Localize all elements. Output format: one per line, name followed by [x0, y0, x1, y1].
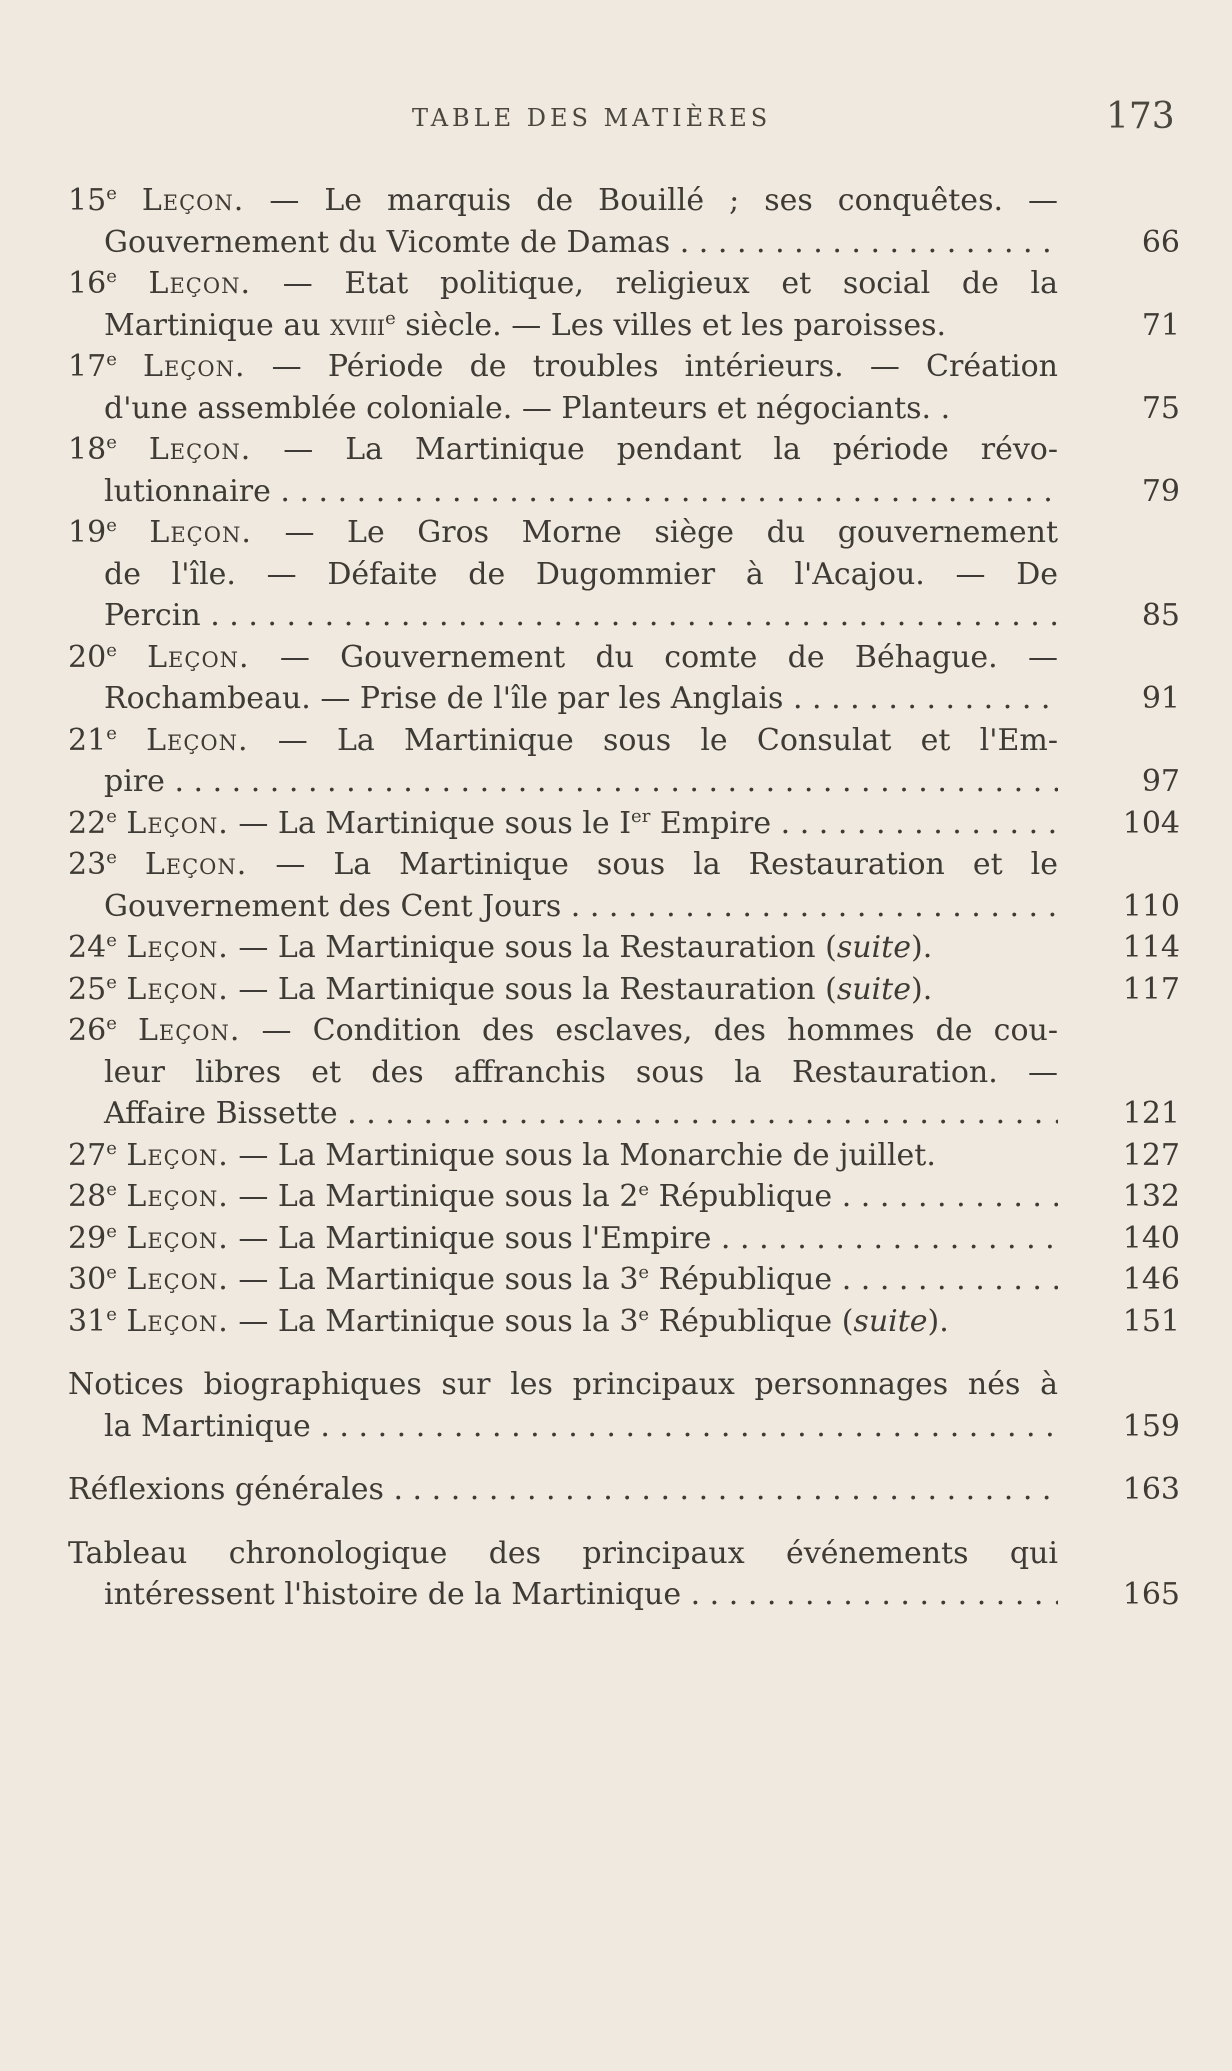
toc-entry-text: La Martinique sous la 2e République — [277, 1179, 833, 1214]
toc-entry-text: la Martinique — [104, 1408, 311, 1444]
lecon-number: 19e — [68, 515, 117, 550]
toc-entry-lecon-23 — [68, 844, 1180, 927]
toc-entry-line — [68, 554, 1058, 596]
toc-entry-lecon-31 — [68, 1301, 1180, 1343]
toc-entry-lecon-25 — [68, 969, 1180, 1011]
lecon-label: Leçon. — [144, 847, 248, 882]
lecon-number: 16e — [68, 266, 117, 301]
toc-entry-text: La Martinique sous l'Empire — [277, 1220, 712, 1256]
toc-entry-line — [68, 595, 1058, 637]
toc-entry-line: 26e Leçon. — Condition des esclaves, des hommes de cou- — [68, 1013, 1058, 1048]
toc-entry-text: pire — [104, 764, 165, 799]
toc-entry-text: Etat politique, religieux et social de la — [344, 266, 1058, 301]
page-ref: 79 — [1141, 473, 1180, 509]
page-ref: 91 — [1141, 681, 1180, 716]
toc-entry-text: La Martinique sous la Restauration et le — [333, 847, 1058, 882]
toc-entry-text: Le Gros Morne siège du gouvernement — [347, 515, 1058, 550]
toc-entry-lecon-17 — [68, 346, 1180, 429]
toc-entry-text: Gouvernement des Cent Jours — [104, 888, 562, 924]
toc-entry-text: La Martinique sous le Consulat et l'Em- — [336, 722, 1058, 758]
toc-entry-line — [68, 222, 1058, 264]
lecon-label: Leçon. — [126, 1262, 229, 1297]
page-number: 173 — [1106, 96, 1175, 137]
lecon-number: 15e — [68, 183, 117, 218]
lecon-label: Leçon. — [126, 1220, 229, 1256]
toc-entry-line — [68, 1574, 1058, 1616]
lecon-label: Leçon. — [141, 183, 245, 218]
lecon-label: Leçon. — [149, 515, 252, 550]
toc-entry-text: lutionnaire — [104, 473, 271, 509]
toc-entry-lecon-22 — [68, 803, 1180, 845]
toc-entry-line: 17e Leçon. — Période de troubles intérieurs. — Création — [68, 349, 1058, 384]
toc-entry-line: 24e Leçon. — La Martinique sous la Restauration (suite). — [68, 930, 933, 965]
lecon-label: Leçon. — [146, 722, 249, 758]
toc-entry-text: Affaire Bissette — [104, 1096, 338, 1131]
toc-entry-text: Réflexions générales — [68, 1472, 384, 1507]
toc-entry-line — [68, 886, 1058, 928]
toc-entry-line: 23e Leçon. — La Martinique sous la Restauration et le — [68, 847, 1058, 882]
toc-entry-text: Percin — [104, 598, 201, 633]
toc-entry-lecon-27 — [68, 1135, 1180, 1177]
toc-entry-line: 19e Leçon. — Le Gros Morne siège du gouvernement — [68, 515, 1058, 550]
toc-entry-text: La Martinique pendant la période révo- — [345, 432, 1058, 467]
toc-entry-line — [68, 1364, 1058, 1406]
toc-entry-appendix — [68, 1469, 1180, 1511]
page-ref: 114 — [1122, 930, 1180, 965]
running-title: TABLE DES MATIÈRES — [412, 104, 772, 132]
lecon-number: 20e — [68, 639, 117, 675]
toc-entry-text: Tableau chronologique des principaux événements qui — [68, 1535, 1058, 1571]
toc-entry-text: de l'île. — Défaite de Dugommier à l'Acajou. — De — [104, 556, 1058, 592]
toc-entry-lecon-16 — [68, 263, 1180, 346]
page-ref: 140 — [1122, 1220, 1180, 1256]
page-ref: 151 — [1122, 1303, 1180, 1339]
toc-entry-lecon-30 — [68, 1259, 1180, 1301]
toc-entry-line: 31e Leçon. — La Martinique sous la 3e République (suite). — [68, 1303, 949, 1339]
toc-entry-text: Martinique au xviii$^e$ siècle. — Les villes et les paroisses. — [104, 307, 947, 343]
toc-entry-lecon-20 — [68, 637, 1180, 720]
section-spacer — [68, 1447, 1180, 1469]
toc-entry-lecon-28 — [68, 1176, 1180, 1218]
toc-entry-line: 18e Leçon. — La Martinique pendant la période révo- — [68, 432, 1058, 467]
lecon-label: Leçon. — [148, 266, 251, 301]
lecon-number: 17e — [68, 349, 117, 384]
toc-entry-text: leur libres et des affranchis sous la Restauration. — — [104, 1054, 1058, 1090]
toc-entry-line — [68, 471, 1058, 513]
lecon-number: 28e — [68, 1179, 117, 1214]
lecon-number: 18e — [68, 432, 117, 467]
toc-entry-lecon-29 — [68, 1218, 1180, 1260]
toc-entry-appendix — [68, 1533, 1180, 1616]
toc-entry-line: 21e Leçon. — La Martinique sous le Consulat et l'Em- — [68, 722, 1058, 758]
table-of-contents — [68, 180, 1180, 1616]
lecon-number: 31e — [68, 1303, 117, 1339]
toc-entry-text: Condition des esclaves, des hommes de cou- — [312, 1013, 1058, 1048]
lecon-label: Leçon. — [126, 1179, 229, 1214]
toc-entry-line: 16e Leçon. — Etat politique, religieux et social de la — [68, 266, 1058, 301]
toc-entry-text: intéressent l'histoire de la Martinique — [104, 1577, 682, 1612]
toc-entry-text: La Martinique sous la Monarchie de juillet. — [277, 1137, 936, 1173]
toc-entry-line: 15e Leçon. — Le marquis de Bouillé ; ses conquêtes. — — [68, 183, 1058, 218]
page-ref: 163 — [1122, 1472, 1180, 1507]
toc-entry-text: La Martinique sous la 3e République (suite). — [277, 1303, 949, 1339]
toc-entry-line: 27e Leçon. — La Martinique sous la Monarchie de juillet. — [68, 1137, 936, 1173]
page-ref: 159 — [1122, 1408, 1180, 1444]
toc-entry-text: Rochambeau. — Prise de l'île par les Anglais — [104, 681, 784, 716]
lecon-label: Leçon. — [137, 1013, 241, 1048]
lecon-label: Leçon. — [126, 805, 229, 841]
page-ref: 97 — [1141, 764, 1180, 799]
page-ref: 121 — [1122, 1096, 1180, 1131]
page-ref: 104 — [1122, 805, 1180, 841]
lecon-label: Leçon. — [148, 432, 252, 467]
lecon-number: 22e — [68, 805, 117, 841]
toc-entry-appendix — [68, 1364, 1180, 1447]
page-ref: 75 — [1141, 390, 1180, 426]
toc-entry-lecon-24 — [68, 927, 1180, 969]
lecon-label: Leçon. — [126, 1303, 229, 1339]
page-ref: 146 — [1122, 1262, 1180, 1297]
lecon-number: 23e — [68, 847, 117, 882]
page-ref: 117 — [1122, 971, 1180, 1007]
toc-entry-line — [68, 678, 1058, 720]
lecon-number: 27e — [68, 1137, 117, 1173]
toc-entry-text: Gouvernement du comte de Béhague. — — [340, 639, 1058, 675]
page-ref: 127 — [1122, 1137, 1180, 1173]
toc-entry-line: 30e Leçon. — La Martinique sous la 3e République . . . — [68, 1259, 1058, 1301]
toc-entry-line: 22e Leçon. — La Martinique sous le Ier Empire . . . — [68, 803, 1058, 845]
toc-entry-line: 29e Leçon. — La Martinique sous l'Empire . . . — [68, 1218, 1058, 1260]
toc-entry-line: 20e Leçon. — Gouvernement du comte de Béhague. — — [68, 639, 1058, 675]
toc-entry-line — [68, 761, 1058, 803]
lecon-label: Leçon. — [147, 639, 250, 675]
toc-entry-lecon-18 — [68, 429, 1180, 512]
toc-entry-line — [68, 1469, 1058, 1511]
toc-entry-line — [68, 1052, 1058, 1094]
page-ref: 66 — [1141, 224, 1180, 260]
lecon-number: 26e — [68, 1013, 117, 1048]
page-ref: 132 — [1122, 1179, 1180, 1214]
toc-entry-text: La Martinique sous la 3e République — [277, 1262, 833, 1297]
toc-entry-text: Période de troubles intérieurs. — Création — [327, 349, 1058, 384]
toc-entry-lecon-21 — [68, 720, 1180, 803]
section-spacer — [68, 1511, 1180, 1533]
page-ref: 85 — [1141, 598, 1180, 633]
lecon-label: Leçon. — [126, 930, 229, 965]
lecon-number: 21e — [68, 722, 117, 758]
page-ref: 110 — [1122, 888, 1180, 924]
lecon-label: Leçon. — [126, 1137, 229, 1173]
toc-entry-line — [68, 1093, 1058, 1135]
toc-entry-line: 25e Leçon. — La Martinique sous la Restauration (suite). — [68, 971, 933, 1007]
toc-entry-text: Gouvernement du Vicomte de Damas — [104, 224, 671, 260]
toc-entry-lecon-15 — [68, 180, 1180, 263]
toc-entry-line — [68, 305, 1058, 347]
section-spacer — [68, 1342, 1180, 1364]
toc-entry-line — [68, 1533, 1058, 1575]
lecon-number: 25e — [68, 971, 117, 1007]
toc-entry-text: d'une assemblée coloniale. — Planteurs et négociants. . — [104, 390, 951, 426]
toc-entry-text: Notices biographiques sur les principaux personnages nés à — [68, 1367, 1058, 1402]
toc-entry-lecon-26 — [68, 1010, 1180, 1135]
lecon-label: Leçon. — [126, 971, 229, 1007]
toc-entry-lecon-19 — [68, 512, 1180, 637]
lecon-label: Leçon. — [143, 349, 246, 384]
toc-entry-text: La Martinique sous le Ier Empire — [277, 805, 772, 841]
toc-entry-line — [68, 388, 1058, 430]
lecon-number: 30e — [68, 1262, 117, 1297]
lecon-number: 24e — [68, 930, 117, 965]
page-ref: 71 — [1141, 307, 1180, 343]
toc-entry-text: Le marquis de Bouillé ; ses conquêtes. — — [324, 183, 1058, 218]
toc-entry-line: 28e Leçon. — La Martinique sous la 2e République . . . — [68, 1176, 1058, 1218]
page-header — [0, 96, 1232, 140]
toc-entry-text: La Martinique sous la Restauration (suite). — [277, 971, 933, 1007]
toc-entry-line — [68, 1406, 1058, 1448]
lecon-number: 29e — [68, 1220, 117, 1256]
page-ref: 165 — [1122, 1577, 1180, 1612]
toc-entry-text: La Martinique sous la Restauration (suite). — [277, 930, 933, 965]
